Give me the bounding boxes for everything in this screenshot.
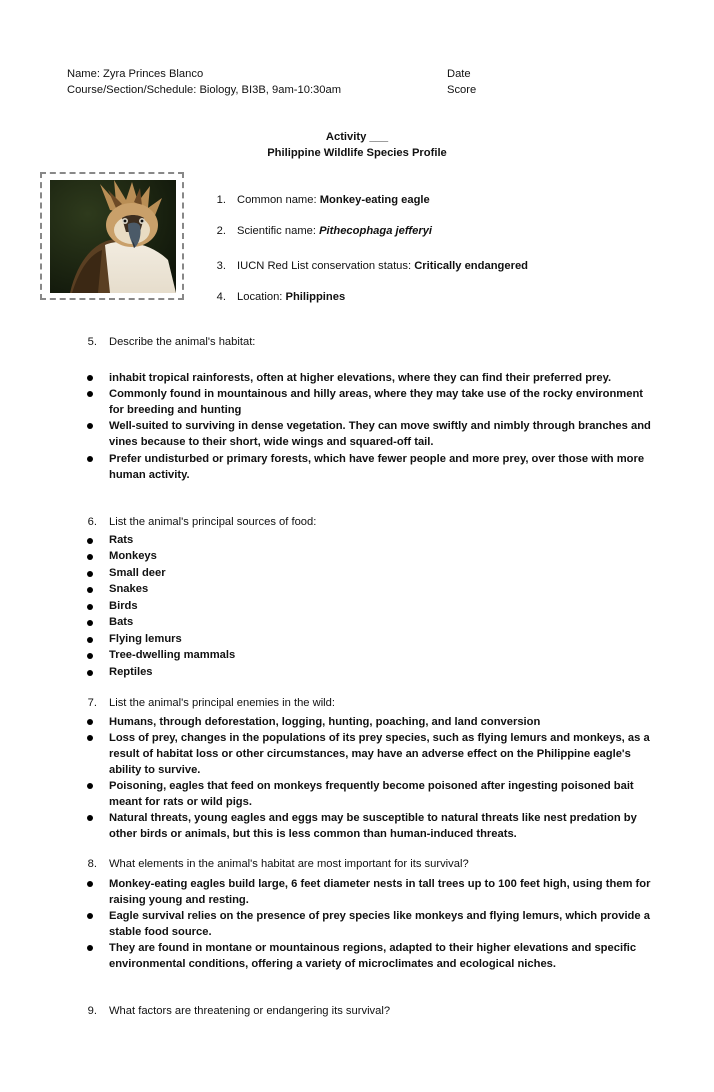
q5-bullet-1: inhabit tropical rainforests, often at higher elevations, where they can find their preferred prey. [109,372,612,384]
bullet-dot [87,571,93,577]
profile-label: IUCN Red List conservation status: [237,260,415,272]
bullet-dot [87,719,93,725]
q7-bullet-2: Loss of prey, changes in the populations of its prey species, such as flying lemurs and monkeys, as a result of habitat loss or other circumstances, may have an adverse effect on the Philippine eagle's ability to survive. [109,732,650,777]
profile-item-scientific-name [237,225,432,237]
q5-number: 5. [87,336,97,348]
q6-bullet-6: Bats [109,616,134,628]
q6-bullet-7: Flying lemurs [109,633,182,645]
q9-question: What factors are threatening or endangering its survival? [109,1005,391,1017]
profile-value: Monkey-eating eagle [319,194,430,206]
date-label: Date [447,68,471,80]
activity-title: Activity ___ [325,131,389,143]
course-section-schedule: Course/Section/Schedule: Biology, BI3B, 9am-10:30am [67,84,342,96]
bullet-dot [87,391,93,397]
eagle-photo [50,180,176,293]
q7-bullet-1: Humans, through deforestation, logging, hunting, poaching, and land conversion [109,716,541,728]
bullet-dot [87,815,93,821]
profile-label: Location: [237,291,286,303]
eagle-illustration [50,180,176,293]
profile-label: Common name: [237,194,320,206]
q6-question: List the animal's principal sources of food: [109,516,317,528]
bullet-dot [87,653,93,659]
profile-value: Pithecophaga jefferyi [319,225,433,237]
profile-item-conservation-status [237,260,528,272]
q6-bullet-8: Tree-dwelling mammals [109,649,236,661]
q6-number: 6. [87,516,97,528]
q5-bullet-4: Prefer undisturbed or primary forests, which have fewer people and more prey, over those with more human activity. [109,453,645,482]
profile-value: Philippines [285,291,346,303]
q6-bullet-3: Small deer [109,567,166,579]
q9-number: 9. [87,1005,97,1017]
profile-label: Scientific name: [237,225,320,237]
bullet-dot [87,637,93,643]
q6-bullet-1: Rats [109,534,134,546]
bullet-dot [87,375,93,381]
q7-bullet-4: Natural threats, young eagles and eggs may be susceptible to natural threats like nest predation by other birds or animals, but this is less common than human-induced threats. [109,812,637,841]
bullet-dot [87,620,93,626]
bullet-dot [87,554,93,560]
q6-bullet-9: Reptiles [109,666,153,678]
profile-item-location [237,291,345,303]
bullet-dot [87,670,93,676]
q5-question: Describe the animal's habitat: [109,336,256,348]
profile-value: Critically endangered [414,260,528,272]
profile-item-common-name [237,194,430,206]
bullet-dot [87,423,93,429]
q8-question: What elements in the animal's habitat are most important for its survival? [109,858,469,870]
q5-bullet-2: Commonly found in mountainous and hilly areas, where they may take use of the rocky environment for breeding and hunting [109,388,644,417]
bullet-dot [87,735,93,741]
q7-number: 7. [87,697,97,709]
q6-bullet-4: Snakes [109,583,149,595]
profile-num-2: 2. [216,225,226,237]
profile-num-4: 4. [216,291,226,303]
bullet-dot [87,456,93,462]
bullet-dot [87,587,93,593]
q5-bullet-3: Well-suited to surviving in dense vegetation. They can move swiftly and nimbly through branches and vines because to their short, wide wings and squared-off tail. [109,420,651,449]
q7-bullet-3: Poisoning, eagles that feed on monkeys frequently become poisoned after ingesting poisoned bait meant for rats or wild pigs. [109,780,634,809]
profile-num-1: 1. [216,194,226,206]
bullet-dot [87,945,93,951]
q6-bullet-2: Monkeys [109,550,157,562]
q8-bullet-3: They are found in montane or mountainous regions, adapted to their higher elevations and specific environmental conditions, offering a variety of microclimates and ecological niches. [109,942,637,971]
bullet-dot [87,913,93,919]
bullet-dot [87,538,93,544]
q8-number: 8. [87,858,97,870]
bullet-dot [87,783,93,789]
activity-subtitle: Philippine Wildlife Species Profile [267,147,447,159]
bullet-dot [87,881,93,887]
profile-num-3: 3. [216,260,226,272]
q8-bullet-2: Eagle survival relies on the presence of prey species like monkeys and flying lemurs, which provide a stable food source. [109,910,650,939]
q6-bullet-5: Birds [109,600,138,612]
bullet-dot [87,604,93,610]
q7-question: List the animal's principal enemies in the wild: [109,697,335,709]
student-name: Name: Zyra Princes Blanco [67,68,204,80]
q8-bullet-1: Monkey-eating eagles build large, 6 feet diameter nests in tall trees up to 100 feet high, using them for raising young and resting. [109,878,651,907]
eagle-photo-frame [40,172,184,300]
score-label: Score [447,84,477,96]
